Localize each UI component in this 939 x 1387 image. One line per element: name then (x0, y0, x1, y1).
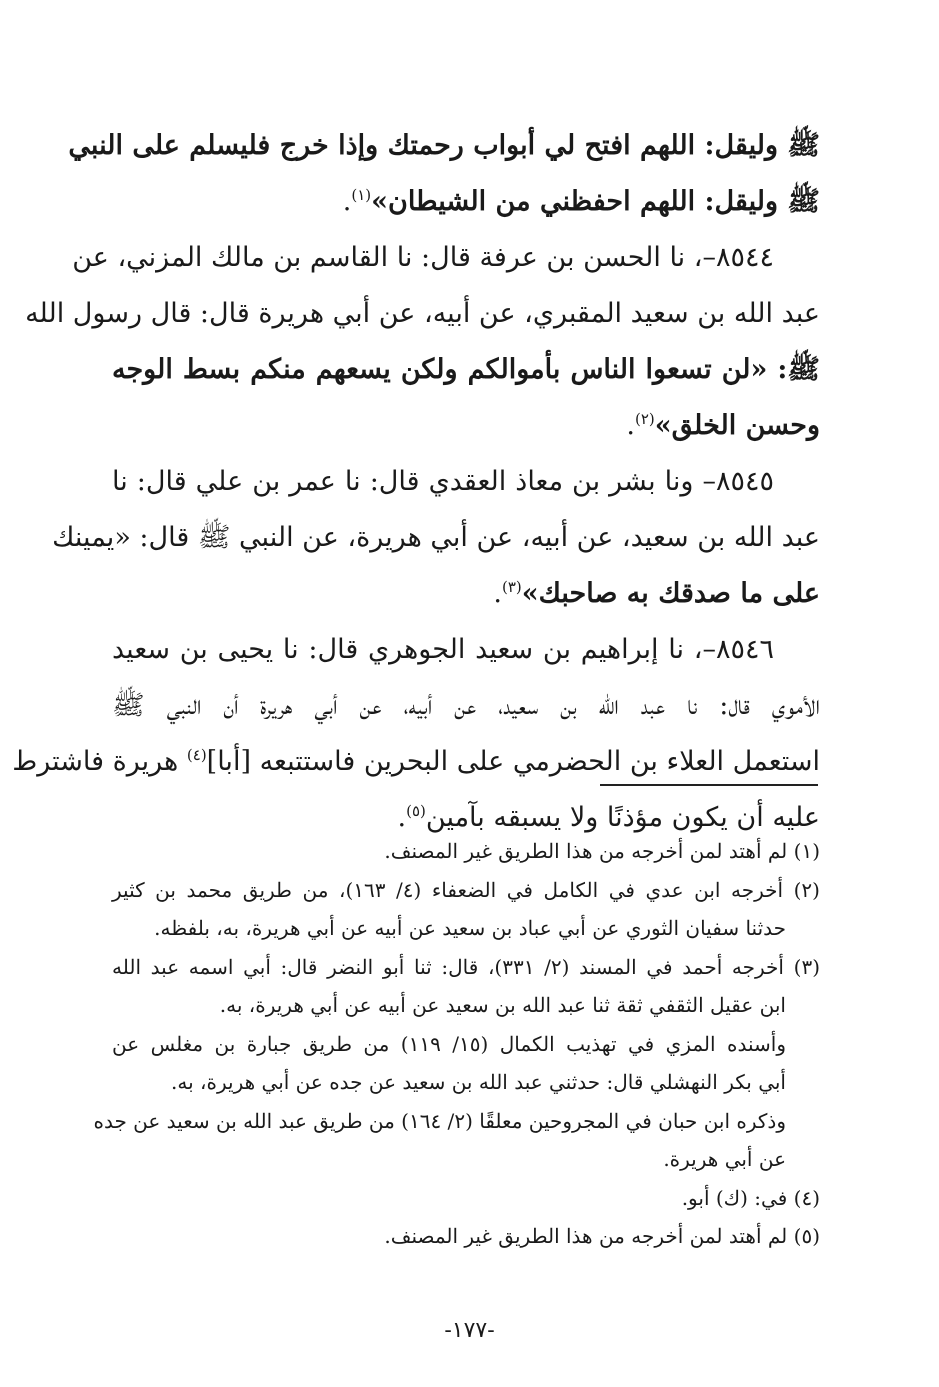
footnotes (93, 832, 821, 1256)
line-text: ﷺ وليقل: اللهم افتح لي أبواب رحمتك وإذا خرج فليسلم على النبي (68, 130, 820, 161)
footnote-line: (٣) أخرجه أحمد في المسند (٢/ ٣٣١)، قال: ثنا أبو النضر قال: أبي اسمه عبد الله (112, 954, 821, 979)
footnote-separator (600, 784, 818, 786)
line-text: عليه أن يكون مؤذنًا ولا يسبقه بآمين (425, 802, 820, 833)
footnote-line: ابن عقيل الثقفي ثقة ثنا عبد الله بن سعيد عن أبيه عن أبي هريرة، به. (219, 993, 786, 1017)
text-line (112, 622, 820, 678)
footnote-ref: (٢) (634, 410, 655, 428)
main-text (12, 118, 820, 846)
line-tail: . (626, 410, 635, 441)
footnote-line: أبي بكر النهشلي قال: حدثني عبد الله بن سعيد عن جده عن أبي هريرة، به. (171, 1070, 786, 1094)
text-line (112, 454, 820, 510)
text-line (112, 566, 820, 622)
footnote-line: وأسنده المزي في تهذيب الكمال (١٥/ ١١٩) من طريق جبارة بن مغلس عن (112, 1031, 786, 1056)
text-line (112, 174, 820, 230)
text-line (25, 286, 820, 342)
page-number: -١٧٧- (444, 1318, 495, 1343)
footnote-ref: (١) (351, 186, 372, 204)
footnote-line: وذكره ابن حبان في المجروحين معلقًا (٢/ ١٦٤) من طريق عبد الله بن سعيد عن جده (93, 1108, 786, 1133)
line-text: ٨٥٤٦–، نا إبراهيم بن سعيد الجوهري قال: نا يحيى بن سعيد (112, 634, 774, 665)
line-text: على ما صدقك به صاحبك» (521, 578, 820, 609)
text-line (112, 678, 820, 734)
text-line (12, 734, 820, 790)
line-text: عبد الله بن سعيد المقبري، عن أبيه، عن أبي هريرة قال: قال رسول الله (25, 298, 820, 329)
line-tail: . (397, 802, 407, 833)
line-tail: . (342, 186, 352, 217)
footnote-ref: (٥) (406, 802, 426, 820)
text-line (52, 510, 820, 566)
line-text: وحسن الخلق» (654, 410, 820, 441)
line-tail: . (493, 578, 502, 609)
footnote-line: عن أبي هريرة. (663, 1147, 786, 1171)
line-text: الأموي قال: نا عبد الله بن سعيد، عن أبيه، عن أبي هريرة أن النبي ﷺ (112, 690, 820, 721)
line-text: ﷺ وليقل: اللهم احفظني من الشيطان» (371, 186, 820, 217)
footnote-ref: (٣) (502, 578, 522, 596)
text-line (68, 118, 820, 174)
line-text: ﷺ: «لن تسعوا الناس بأموالكم ولكن يسعهم منكم بسط الوجه (112, 354, 820, 385)
line-text: ٨٥٤٤–، نا الحسن بن عرفة قال: نا القاسم بن مالك المزني، عن (72, 242, 774, 273)
line-tail: هريرة فاشترط (12, 746, 187, 777)
footnote-line: حدثنا سفيان الثوري عن أبي عباد بن سعيد عن أبيه عن أبي هريرة، به، بلفظه. (154, 916, 786, 940)
footnote-line: (٤) في: (ك) أبو. (681, 1185, 820, 1210)
line-text: عبد الله بن سعيد، عن أبيه، عن أبي هريرة، عن النبي ﷺ قال: «يمينك (52, 522, 820, 553)
footnote-line: (٥) لم أهتد لمن أخرجه من هذا الطريق غير المصنف. (384, 1224, 820, 1248)
text-line (112, 398, 820, 454)
footnote-line: (١) لم أهتد لمن أخرجه من هذا الطريق غير المصنف. (384, 839, 820, 863)
footnote-line: (٢) أخرجه ابن عدي في الكامل في الضعفاء (٤/ ١٦٣)، من طريق محمد بن كثير (112, 877, 820, 902)
text-line (72, 230, 820, 286)
line-text: ٨٥٤٥– ونا بشر بن معاذ العقدي قال: نا عمر بن علي قال: نا (112, 466, 774, 497)
text-line (112, 342, 820, 398)
line-text: استعمل العلاء بن الحضرمي على البحرين فاستتبعه [أبا] (206, 746, 820, 777)
footnote-ref: (٤) (186, 746, 207, 764)
